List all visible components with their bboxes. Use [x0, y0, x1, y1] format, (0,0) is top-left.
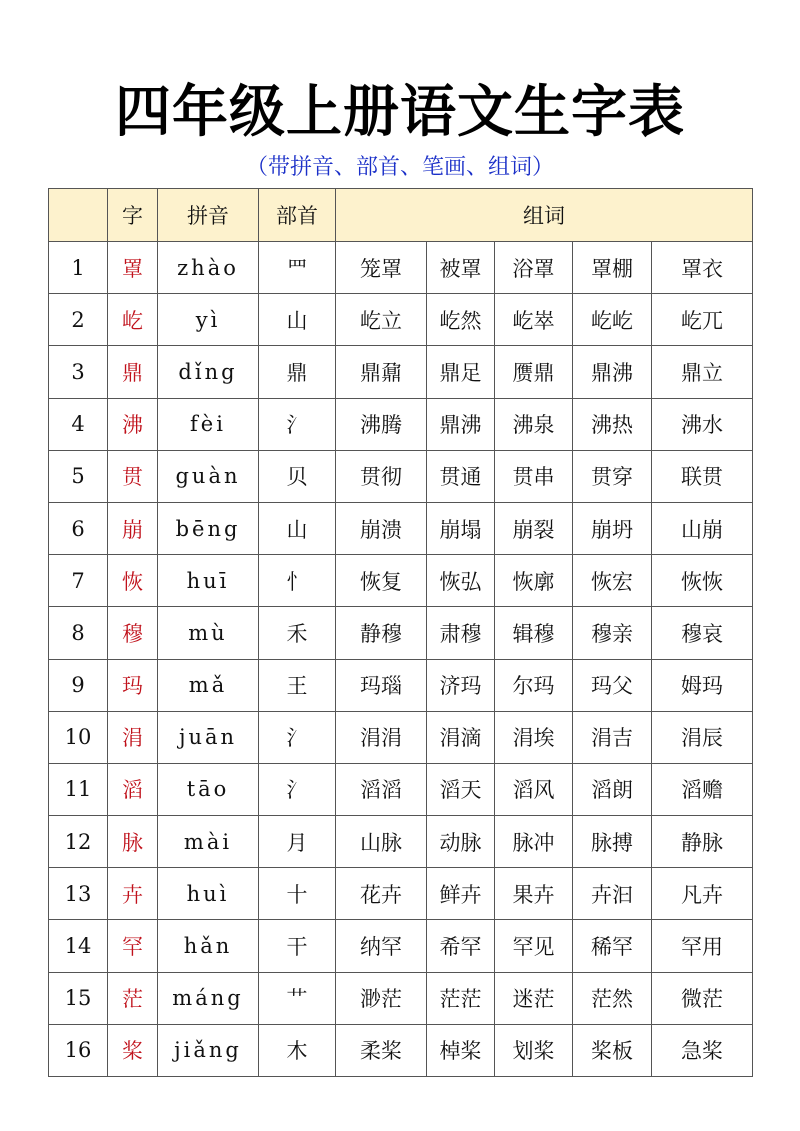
row-word: 姆玛: [652, 659, 753, 711]
row-word: 沸泉: [495, 398, 573, 450]
row-number: 8: [49, 607, 108, 659]
row-number: 14: [49, 920, 108, 972]
row-word: 笼罩: [336, 242, 427, 294]
row-radical: 王: [259, 659, 336, 711]
header-pinyin: 拼音: [158, 189, 259, 242]
row-char: 桨: [108, 1024, 158, 1076]
table-row: [49, 868, 753, 920]
table-row: [49, 1024, 753, 1076]
table-row: [49, 972, 753, 1024]
row-char: 贯: [108, 450, 158, 502]
row-radical: 忄: [259, 555, 336, 607]
table-row: [49, 920, 753, 972]
row-char: 罩: [108, 242, 158, 294]
table-row: [49, 659, 753, 711]
row-char: 屹: [108, 294, 158, 346]
row-word: 罕用: [652, 920, 753, 972]
row-char: 玛: [108, 659, 158, 711]
row-word: 急桨: [652, 1024, 753, 1076]
row-pinyin: guàn: [158, 450, 259, 502]
row-word: 卉汩: [573, 868, 652, 920]
row-word: 贯通: [427, 450, 495, 502]
row-word: 柔桨: [336, 1024, 427, 1076]
row-char: 卉: [108, 868, 158, 920]
row-word: 滔天: [427, 763, 495, 815]
row-word: 恢宏: [573, 555, 652, 607]
row-word: 涓涓: [336, 711, 427, 763]
row-char: 沸: [108, 398, 158, 450]
row-word: 沸腾: [336, 398, 427, 450]
table-row: [49, 763, 753, 815]
row-word: 山崩: [652, 502, 753, 554]
row-number: 6: [49, 502, 108, 554]
header-index: [49, 189, 108, 242]
row-pinyin: dǐng: [158, 346, 259, 398]
row-radical: 山: [259, 294, 336, 346]
row-word: 鼎立: [652, 346, 753, 398]
header-radical: 部首: [259, 189, 336, 242]
row-radical: 贝: [259, 450, 336, 502]
row-number: 3: [49, 346, 108, 398]
page-subtitle: （带拼音、部首、笔画、组词）: [245, 155, 554, 180]
row-word: 穆亲: [573, 607, 652, 659]
row-radical: 氵: [259, 711, 336, 763]
row-word: 恢弘: [427, 555, 495, 607]
row-pinyin: mài: [158, 816, 259, 868]
row-char: 鼎: [108, 346, 158, 398]
row-radical: 罒: [259, 242, 336, 294]
row-word: 崩坍: [573, 502, 652, 554]
row-word: 贯穿: [573, 450, 652, 502]
row-char: 穆: [108, 607, 158, 659]
row-pinyin: mù: [158, 607, 259, 659]
row-word: 鼎沸: [427, 398, 495, 450]
row-word: 微茫: [652, 972, 753, 1024]
row-word: 涓吉: [573, 711, 652, 763]
row-char: 崩: [108, 502, 158, 554]
row-word: 滔朗: [573, 763, 652, 815]
row-word: 罕见: [495, 920, 573, 972]
row-char: 涓: [108, 711, 158, 763]
row-number: 10: [49, 711, 108, 763]
row-radical: 禾: [259, 607, 336, 659]
row-number: 2: [49, 294, 108, 346]
row-word: 涓辰: [652, 711, 753, 763]
row-char: 茫: [108, 972, 158, 1024]
row-radical: 木: [259, 1024, 336, 1076]
row-word: 涓滴: [427, 711, 495, 763]
row-word: 茫然: [573, 972, 652, 1024]
row-word: 罩衣: [652, 242, 753, 294]
row-number: 7: [49, 555, 108, 607]
row-word: 穆哀: [652, 607, 753, 659]
row-pinyin: tāo: [158, 763, 259, 815]
row-number: 11: [49, 763, 108, 815]
row-word: 沸水: [652, 398, 753, 450]
row-word: 崩溃: [336, 502, 427, 554]
row-word: 浴罩: [495, 242, 573, 294]
row-word: 鼎沸: [573, 346, 652, 398]
header-words: 组词: [336, 189, 753, 242]
row-word: 屹立: [336, 294, 427, 346]
table-row: [49, 346, 753, 398]
row-word: 赝鼎: [495, 346, 573, 398]
table-row: [49, 450, 753, 502]
row-word: 棹桨: [427, 1024, 495, 1076]
row-radical: 氵: [259, 763, 336, 815]
table-row: [49, 711, 753, 763]
row-word: 凡卉: [652, 868, 753, 920]
row-radical: 山: [259, 502, 336, 554]
row-number: 5: [49, 450, 108, 502]
row-word: 花卉: [336, 868, 427, 920]
row-radical: 干: [259, 920, 336, 972]
row-word: 联贯: [652, 450, 753, 502]
row-word: 果卉: [495, 868, 573, 920]
row-word: 滔滔: [336, 763, 427, 815]
row-pinyin: huì: [158, 868, 259, 920]
row-number: 9: [49, 659, 108, 711]
row-word: 玛父: [573, 659, 652, 711]
row-word: 崩塌: [427, 502, 495, 554]
row-word: 济玛: [427, 659, 495, 711]
row-radical: 氵: [259, 398, 336, 450]
row-number: 1: [49, 242, 108, 294]
table-body: [49, 242, 753, 1077]
row-radical: 月: [259, 816, 336, 868]
row-word: 贯彻: [336, 450, 427, 502]
row-word: 鲜卉: [427, 868, 495, 920]
row-pinyin: yì: [158, 294, 259, 346]
row-word: 划桨: [495, 1024, 573, 1076]
row-word: 脉冲: [495, 816, 573, 868]
table-row: [49, 294, 753, 346]
table-row: [49, 607, 753, 659]
table-row: [49, 398, 753, 450]
row-word: 恢恢: [652, 555, 753, 607]
row-pinyin: máng: [158, 972, 259, 1024]
row-char: 罕: [108, 920, 158, 972]
row-number: 12: [49, 816, 108, 868]
row-word: 辑穆: [495, 607, 573, 659]
row-word: 崩裂: [495, 502, 573, 554]
row-word: 被罩: [427, 242, 495, 294]
row-word: 恢廓: [495, 555, 573, 607]
vocabulary-table: [48, 188, 753, 1077]
table-row: [49, 816, 753, 868]
row-word: 稀罕: [573, 920, 652, 972]
row-word: 恢复: [336, 555, 427, 607]
row-word: 鼎鼐: [336, 346, 427, 398]
row-radical: 艹: [259, 972, 336, 1024]
row-word: 纳罕: [336, 920, 427, 972]
row-char: 恢: [108, 555, 158, 607]
row-word: 涓埃: [495, 711, 573, 763]
table-header-row: [49, 189, 753, 242]
row-number: 13: [49, 868, 108, 920]
row-word: 动脉: [427, 816, 495, 868]
row-radical: 鼎: [259, 346, 336, 398]
row-word: 贯串: [495, 450, 573, 502]
table-row: [49, 555, 753, 607]
row-word: 尔玛: [495, 659, 573, 711]
row-pinyin: fèi: [158, 398, 259, 450]
row-pinyin: mǎ: [158, 659, 259, 711]
row-word: 渺茫: [336, 972, 427, 1024]
row-number: 4: [49, 398, 108, 450]
row-word: 桨板: [573, 1024, 652, 1076]
row-word: 静脉: [652, 816, 753, 868]
row-number: 15: [49, 972, 108, 1024]
row-pinyin: hǎn: [158, 920, 259, 972]
row-word: 屹然: [427, 294, 495, 346]
row-word: 脉搏: [573, 816, 652, 868]
row-word: 山脉: [336, 816, 427, 868]
row-word: 罩棚: [573, 242, 652, 294]
row-word: 鼎足: [427, 346, 495, 398]
row-word: 屹崒: [495, 294, 573, 346]
row-word: 滔风: [495, 763, 573, 815]
row-pinyin: huī: [158, 555, 259, 607]
header-char: 字: [108, 189, 158, 242]
row-pinyin: zhào: [158, 242, 259, 294]
row-char: 脉: [108, 816, 158, 868]
page-title: 四年级上册语文生字表: [115, 80, 685, 145]
table-row: [49, 242, 753, 294]
row-pinyin: bēng: [158, 502, 259, 554]
row-word: 静穆: [336, 607, 427, 659]
row-word: 迷茫: [495, 972, 573, 1024]
row-pinyin: jiǎng: [158, 1024, 259, 1076]
row-word: 沸热: [573, 398, 652, 450]
row-radical: 十: [259, 868, 336, 920]
row-word: 屹兀: [652, 294, 753, 346]
row-word: 玛瑙: [336, 659, 427, 711]
row-word: 希罕: [427, 920, 495, 972]
row-word: 肃穆: [427, 607, 495, 659]
row-word: 茫茫: [427, 972, 495, 1024]
row-word: 屹屹: [573, 294, 652, 346]
row-char: 滔: [108, 763, 158, 815]
row-number: 16: [49, 1024, 108, 1076]
row-pinyin: juān: [158, 711, 259, 763]
table-row: [49, 502, 753, 554]
row-word: 滔赡: [652, 763, 753, 815]
